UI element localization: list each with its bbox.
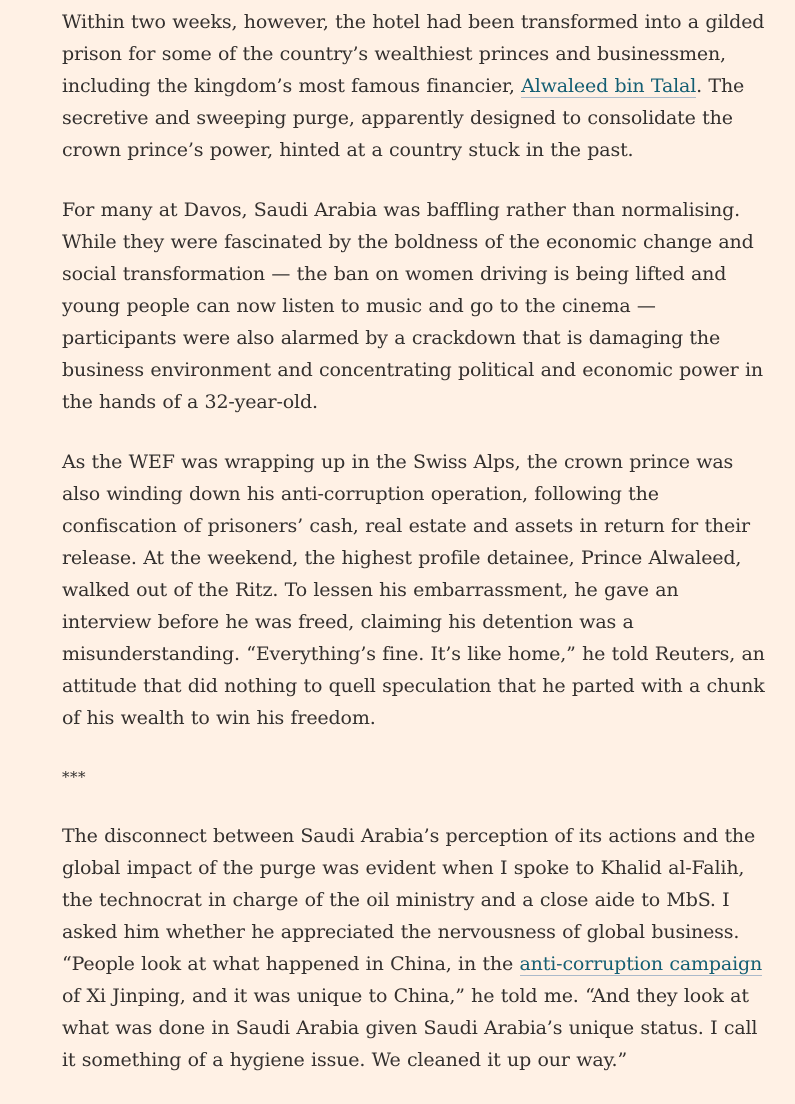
paragraph-3 [62,446,767,734]
paragraph-4 [62,820,767,1076]
paragraph-2 [62,194,767,418]
paragraph-3-text: As the WEF was wrapping up in the Swiss Alps, the crown prince was also winding down his anti-corruption operation, following the confiscation of prisoners’ cash, real estate and assets in return for their release. At the weekend, the highest profile detainee, Prince Alwaleed, walked out of the Ritz. To lessen his embarrassment, he gave an interview before he was freed, claiming his detention was a misunderstanding. “Everything’s fine. It’s like home,” he told Reuters, an attitude that did nothing to quell speculation that he parted with a chunk of his wealth to win his freedom. [62,451,765,729]
section-separator: *** [62,768,86,786]
paragraph-2-text: For many at Davos, Saudi Arabia was baffling rather than normalising. While they were fascinated by the boldness of the economic change and social transformation — the ban on women driving is being lifted and young people can now listen to music and go to the cinema — participants were also alarmed by a crackdown that is damaging the business environment and concentrating political and economic power in the hands of a 32-year-old. [62,199,764,413]
paragraph-1-text-start: Within two weeks, however, the hotel had been transformed into a gilded prison for some of the country’s wealthiest princes and businessmen, including the kingdom’s most famous financier, [62,11,765,97]
paragraph-1 [62,6,767,166]
article-body [62,6,767,1104]
link-alwaleed-bin-talal[interactable]: Alwaleed bin Talal [521,75,697,97]
paragraph-4-text-start: The disconnect between Saudi Arabia’s perception of its actions and the global impact of the purge was evident when I spoke to Khalid al-Falih, the technocrat in charge of the oil ministry and a close aide to MbS. I asked him whether he appreciated the nervousness of global business. “People look at what happened in China, in the [62,825,756,975]
paragraph-4-text-end: of Xi Jinping, and it was unique to China,” he told me. “And they look at what was done in Saudi Arabia given Saudi Arabia’s unique status. I call it something of a hygiene issue. We cleaned it up our way.” [62,985,758,1071]
paragraph-1-text-end: . The secretive and sweeping purge, apparently designed to consolidate the crown prince’s power, hinted at a country stuck in the past. [62,75,745,161]
link-anti-corruption-campaign[interactable]: anti-corruption campaign [519,953,763,975]
